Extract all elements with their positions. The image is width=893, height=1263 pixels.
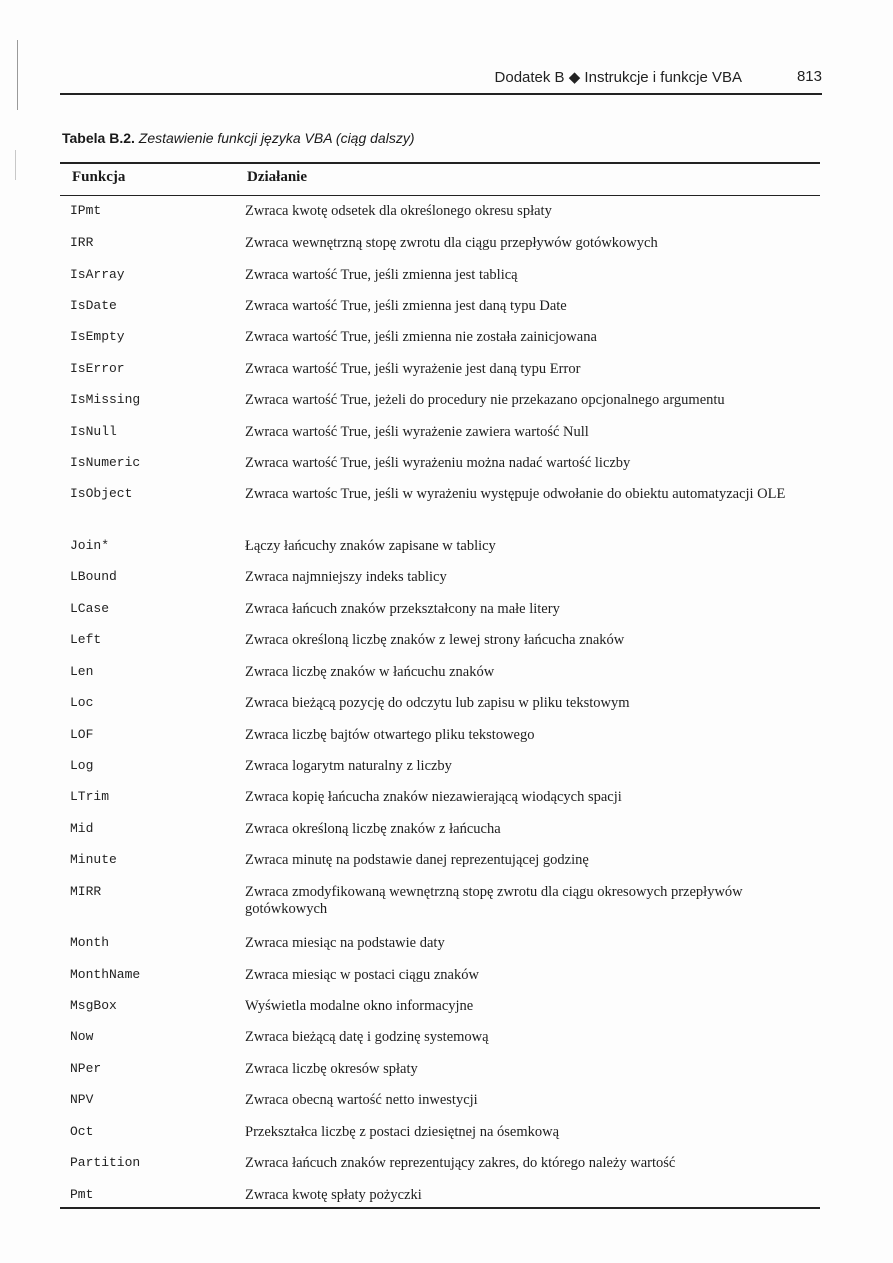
function-description: Zwraca wartość True, jeśli wyrażeniu można nadać wartość liczby: [245, 455, 631, 471]
function-name: IsArray: [70, 267, 125, 282]
scan-edge-mark: [17, 40, 18, 110]
function-name: NPer: [70, 1061, 102, 1076]
table-top-rule: [60, 162, 820, 164]
function-description: Zwraca wartość True, jeśli wyrażenie zawiera wartość Null: [245, 424, 589, 440]
column-header-action: Działanie: [247, 169, 307, 185]
function-name: LTrim: [70, 789, 110, 804]
function-name: Len: [70, 664, 94, 679]
function-description: Zwraca kopię łańcucha znaków niezawierającą wiodących spacji: [245, 789, 622, 805]
function-name: Minute: [70, 852, 117, 867]
table-header-rule: [60, 195, 820, 196]
function-name: NPV: [70, 1092, 94, 1107]
function-name: IsObject: [70, 486, 133, 501]
function-description: Zwraca wewnętrzną stopę zwrotu dla ciągu przepływów gotówkowych: [245, 235, 658, 251]
function-name: IsEmpty: [70, 329, 125, 344]
function-description: Zwraca łańcuch znaków przekształcony na małe litery: [245, 601, 560, 617]
function-description: Zwraca określoną liczbę znaków z lewej strony łańcucha znaków: [245, 632, 625, 648]
function-description: Zwraca liczbę okresów spłaty: [245, 1061, 418, 1077]
function-description: Zwraca obecną wartość netto inwestycji: [245, 1092, 478, 1108]
function-name: Partition: [70, 1155, 141, 1170]
function-description: Zwraca wartość True, jeśli zmienna jest tablicą: [245, 267, 518, 283]
function-name: Left: [70, 632, 102, 647]
function-description: Zwraca kwotę odsetek dla określonego okresu spłaty: [245, 203, 552, 219]
function-name: Oct: [70, 1124, 94, 1139]
function-description: Zwraca minutę na podstawie danej reprezentującej godzinę: [245, 852, 589, 868]
function-description: Zwraca wartość True, jeśli wyrażenie jest daną typu Error: [245, 361, 581, 377]
function-name: Log: [70, 758, 94, 773]
table-caption: [62, 130, 414, 146]
table-caption-text: Zestawienie funkcji języka VBA (ciąg dalszy): [138, 130, 415, 146]
function-name: MIRR: [70, 884, 102, 899]
function-description: Zwraca łańcuch znaków reprezentujący zakres, do którego należy wartość: [245, 1155, 676, 1171]
function-description: Zwraca wartość True, jeżeli do procedury nie przekazano opcjonalnego argumentu: [245, 392, 725, 408]
page-number: 813: [796, 68, 822, 85]
function-description: Zwraca wartość True, jeśli zmienna jest daną typu Date: [245, 298, 567, 314]
function-name: MonthName: [70, 967, 141, 982]
table-bottom-rule: [60, 1207, 820, 1209]
function-name: Mid: [70, 821, 94, 836]
function-description: Zwraca bieżącą datę i godzinę systemową: [245, 1029, 489, 1045]
function-description: Zwraca określoną liczbę znaków z łańcucha: [245, 821, 501, 837]
function-name: LBound: [70, 569, 117, 584]
function-name: IsDate: [70, 298, 117, 313]
function-description: Zwraca liczbę bajtów otwartego pliku tekstowego: [245, 727, 535, 743]
function-description: Zwraca liczbę znaków w łańcuchu znaków: [245, 664, 495, 680]
function-name: LCase: [70, 601, 110, 616]
function-description: Zwraca najmniejszy indeks tablicy: [245, 569, 447, 585]
function-name: Loc: [70, 695, 94, 710]
function-name: Month: [70, 935, 110, 950]
table-caption-label: Tabela B.2.: [62, 130, 135, 146]
function-description: Zwraca zmodyfikowaną wewnętrzną stopę zwrotu dla ciągu okresowych przepływów gotówkowych: [245, 884, 743, 917]
function-description: Zwraca miesiąc na podstawie daty: [245, 935, 445, 951]
function-name: Join*: [70, 538, 110, 553]
function-name: IsError: [70, 361, 125, 376]
function-name: LOF: [70, 727, 94, 742]
function-description: Zwraca wartość True, jeśli zmienna nie została zainicjowana: [245, 329, 597, 345]
function-name: IPmt: [70, 203, 102, 218]
function-description: Wyświetla modalne okno informacyjne: [245, 998, 474, 1014]
function-name: MsgBox: [70, 998, 117, 1013]
function-description: Zwraca wartośc True, jeśli w wyrażeniu występuje odwołanie do obiektu automatyzacji OLE: [245, 486, 786, 502]
column-header-function: Funkcja: [72, 169, 126, 185]
function-description: Zwraca miesiąc w postaci ciągu znaków: [245, 967, 479, 983]
function-name: IsNull: [70, 424, 117, 439]
function-name: IsNumeric: [70, 455, 141, 470]
function-name: IsMissing: [70, 392, 141, 407]
function-description: Zwraca logarytm naturalny z liczby: [245, 758, 452, 774]
function-description: Zwraca kwotę spłaty pożyczki: [245, 1187, 422, 1203]
function-name: Now: [70, 1029, 94, 1044]
function-description: Zwraca bieżącą pozycję do odczytu lub zapisu w pliku tekstowym: [245, 695, 630, 711]
header-rule: [60, 93, 822, 95]
function-name: Pmt: [70, 1187, 94, 1202]
function-name: IRR: [70, 235, 94, 250]
running-header: [60, 66, 822, 90]
function-description: Przekształca liczbę z postaci dziesiętnej na ósemkową: [245, 1124, 560, 1140]
running-header-title: Dodatek B ◆ Instrukcje i funkcje VBA: [494, 69, 742, 86]
function-description: Łączy łańcuchy znaków zapisane w tablicy: [245, 538, 496, 554]
scan-edge-mark: [15, 150, 16, 180]
